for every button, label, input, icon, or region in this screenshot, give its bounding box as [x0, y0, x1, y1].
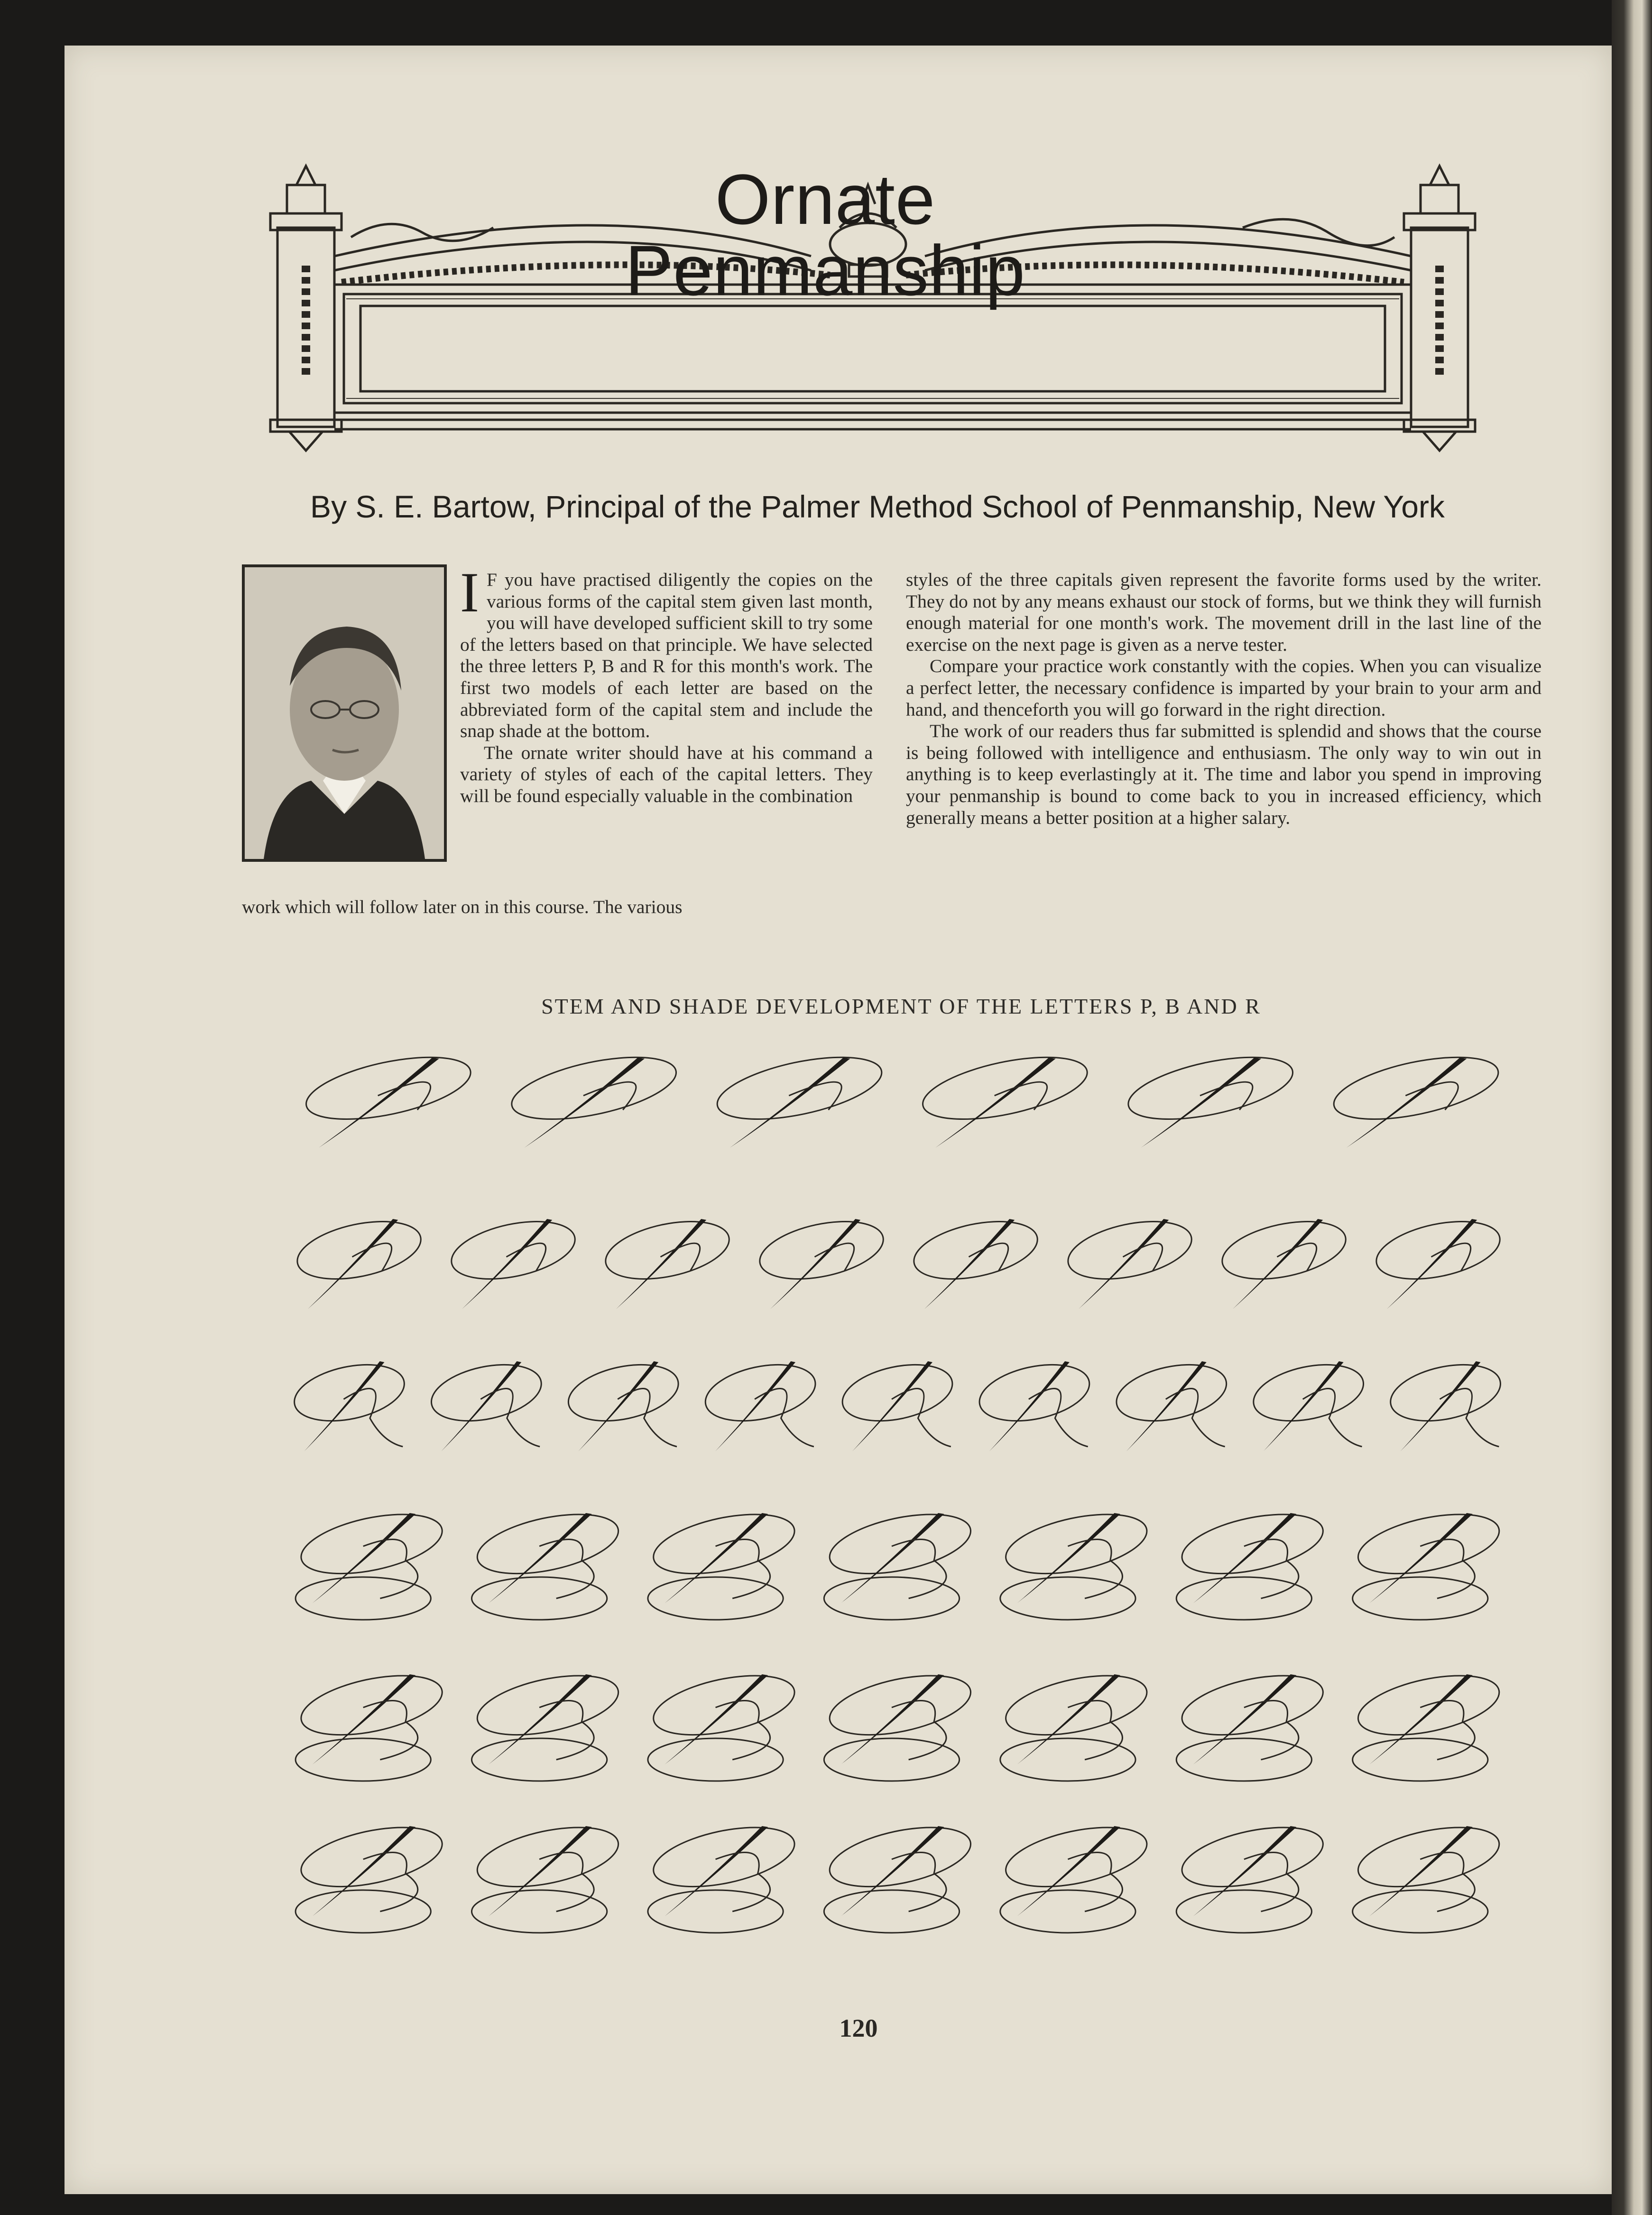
byline: By S. E. Bartow, Principal of the Palmer Method School of Penmanship, New York	[310, 489, 1445, 524]
script-letter-r	[563, 1356, 683, 1451]
script-letter-p	[1217, 1212, 1351, 1309]
article-column-2	[906, 569, 1541, 829]
paragraph: work which will follow later on in this course. The various	[242, 896, 683, 917]
paragraph: Compare your practice work constantly with the copies. When you can visualize a perfect letter, the necessary confidence is imparted by your brain to your arm and hand, and thenceforth you will go forward in the right direction.	[906, 655, 1541, 720]
article-column-1-continued	[242, 896, 873, 918]
script-letter-b	[295, 1817, 447, 1933]
page-number: 120	[839, 2014, 878, 2042]
script-letter-b	[1000, 1504, 1152, 1620]
script-letter-b	[472, 1817, 624, 1933]
section-heading: STEM AND SHADE DEVELOPMENT OF THE LETTERS P, B AND R	[541, 994, 1261, 1018]
script-letter-b	[472, 1504, 624, 1620]
penmanship-specimens	[247, 1043, 1537, 1992]
script-letter-b	[1353, 1504, 1504, 1620]
script-letter-b	[824, 1665, 976, 1781]
script-letter-p	[600, 1212, 734, 1309]
script-letter-b	[648, 1504, 800, 1620]
script-letter-p	[292, 1212, 426, 1309]
author-portrait	[242, 564, 447, 862]
script-letter-p	[1063, 1212, 1197, 1309]
script-letter-p	[1371, 1212, 1505, 1309]
script-letter-b	[1176, 1817, 1328, 1933]
script-letter-p	[1123, 1045, 1298, 1148]
script-letter-b	[648, 1665, 800, 1781]
paragraph: The work of our readers thus far submitted is splendid and shows that the course is being followed with intelligence and enthusiasm. The only way to win out in anything is to keep everlastingly at it. The time and labor you spend in improving your penmanship is bound to come back to you in increased efficiency, which generally means a better position at a higher salary.	[906, 720, 1541, 828]
script-letter-r	[1248, 1356, 1368, 1451]
script-letter-r	[974, 1356, 1094, 1451]
script-letter-b	[648, 1817, 800, 1933]
script-letter-p	[507, 1045, 682, 1148]
paragraph: F you have practised diligently the copies on the various forms of the capital stem given last month, you will have developed sufficient skill to try some of the letters based on that principle. We have selected the three letters P, B and R for this month's work. The first two models of each letter are based on the abbreviated form of the capital stem and include the snap shade at the bottom.	[460, 569, 873, 742]
script-letter-r	[426, 1356, 546, 1451]
script-letter-p	[301, 1045, 476, 1148]
adjacent-page-edge	[1612, 0, 1652, 2215]
script-letter-b	[295, 1665, 447, 1781]
script-letter-p	[1329, 1045, 1504, 1148]
script-letter-b	[1353, 1817, 1504, 1933]
script-letter-r	[837, 1356, 957, 1451]
script-letter-b	[1176, 1504, 1328, 1620]
script-letter-p	[909, 1212, 1043, 1309]
script-letter-p	[446, 1212, 580, 1309]
script-letter-r	[289, 1356, 409, 1451]
script-letter-r	[700, 1356, 820, 1451]
script-letter-b	[824, 1504, 976, 1620]
paragraph: styles of the three capitals given represent the favorite forms used by the writer. They do not by any means exhaust our stock of forms, but we think they will furnish enough material for one month's work. The movement drill in the last line of the exercise on the next page is given as a nerve tester.	[906, 569, 1541, 655]
script-letter-p	[712, 1045, 887, 1148]
script-letter-b	[1176, 1665, 1328, 1781]
script-letter-b	[824, 1817, 976, 1933]
article-title: Ornate Penmanship	[625, 159, 1025, 310]
script-letter-b	[295, 1504, 447, 1620]
paragraph: The ornate writer should have at his command a variety of styles of each of the capital letters. They will be found especially valuable in the combination	[460, 742, 873, 806]
script-letter-r	[1385, 1356, 1505, 1451]
script-letter-b	[472, 1665, 624, 1781]
script-letter-r	[1111, 1356, 1231, 1451]
drop-cap: I	[460, 561, 479, 624]
article-column-1	[460, 561, 873, 807]
script-letter-b	[1000, 1817, 1152, 1933]
script-letter-p	[917, 1045, 1092, 1148]
script-letter-p	[755, 1212, 888, 1309]
script-letter-b	[1000, 1665, 1152, 1781]
script-letter-b	[1353, 1665, 1504, 1781]
